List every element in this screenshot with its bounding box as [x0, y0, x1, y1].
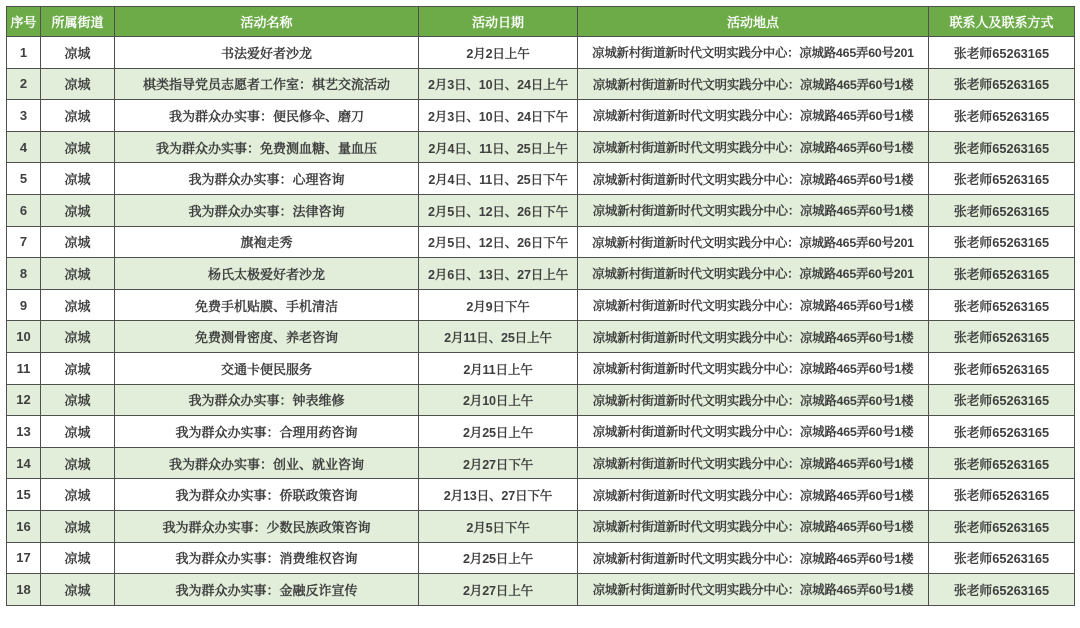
cell-date: 2月9日下午 — [419, 289, 578, 321]
cell-location: 凉城新村街道新时代文明实践分中心：凉城路465弄60号1楼 — [578, 100, 929, 132]
cell-activity-name: 我为群众办实事：便民修伞、磨刀 — [115, 100, 419, 132]
table-row — [7, 416, 1075, 448]
cell-location: 凉城新村街道新时代文明实践分中心：凉城路465弄60号1楼 — [578, 542, 929, 574]
cell-location: 凉城新村街道新时代文明实践分中心：凉城路465弄60号1楼 — [578, 68, 929, 100]
table-row — [7, 289, 1075, 321]
cell-contact: 张老师65263165 — [929, 321, 1075, 353]
cell-location: 凉城新村街道新时代文明实践分中心：凉城路465弄60号1楼 — [578, 447, 929, 479]
cell-seq: 8 — [7, 258, 41, 290]
cell-date: 2月5日、12日、26日下午 — [419, 194, 578, 226]
cell-contact: 张老师65263165 — [929, 100, 1075, 132]
cell-street: 凉城 — [41, 194, 115, 226]
cell-activity-name: 交通卡便民服务 — [115, 352, 419, 384]
cell-seq: 5 — [7, 163, 41, 195]
cell-date: 2月10日上午 — [419, 384, 578, 416]
header-row — [7, 7, 1075, 37]
cell-seq: 10 — [7, 321, 41, 353]
cell-seq: 4 — [7, 131, 41, 163]
cell-street: 凉城 — [41, 479, 115, 511]
cell-seq: 13 — [7, 416, 41, 448]
cell-activity-name: 我为群众办实事：钟表维修 — [115, 384, 419, 416]
table-row — [7, 479, 1075, 511]
table-row — [7, 510, 1075, 542]
cell-location: 凉城新村街道新时代文明实践分中心：凉城路465弄60号201 — [578, 37, 929, 69]
cell-location: 凉城新村街道新时代文明实践分中心：凉城路465弄60号1楼 — [578, 352, 929, 384]
cell-activity-name: 我为群众办实事：法律咨询 — [115, 194, 419, 226]
cell-location: 凉城新村街道新时代文明实践分中心：凉城路465弄60号1楼 — [578, 479, 929, 511]
cell-street: 凉城 — [41, 131, 115, 163]
cell-activity-name: 我为群众办实事：侨联政策咨询 — [115, 479, 419, 511]
cell-contact: 张老师65263165 — [929, 447, 1075, 479]
cell-date: 2月25日上午 — [419, 542, 578, 574]
cell-activity-name: 杨氏太极爱好者沙龙 — [115, 258, 419, 290]
cell-contact: 张老师65263165 — [929, 479, 1075, 511]
cell-date: 2月11日上午 — [419, 352, 578, 384]
cell-seq: 17 — [7, 542, 41, 574]
cell-location: 凉城新村街道新时代文明实践分中心：凉城路465弄60号1楼 — [578, 163, 929, 195]
cell-date: 2月5日、12日、26日下午 — [419, 226, 578, 258]
activity-schedule-table — [6, 6, 1075, 606]
cell-street: 凉城 — [41, 37, 115, 69]
cell-activity-name: 书法爱好者沙龙 — [115, 37, 419, 69]
cell-location: 凉城新村街道新时代文明实践分中心：凉城路465弄60号1楼 — [578, 321, 929, 353]
table-row — [7, 100, 1075, 132]
cell-date: 2月27日下午 — [419, 447, 578, 479]
cell-location: 凉城新村街道新时代文明实践分中心：凉城路465弄60号1楼 — [578, 510, 929, 542]
cell-activity-name: 棋类指导党员志愿者工作室：棋艺交流活动 — [115, 68, 419, 100]
table-row — [7, 163, 1075, 195]
cell-contact: 张老师65263165 — [929, 131, 1075, 163]
cell-street: 凉城 — [41, 289, 115, 321]
table-row — [7, 447, 1075, 479]
table-row — [7, 384, 1075, 416]
cell-contact: 张老师65263165 — [929, 542, 1075, 574]
cell-street: 凉城 — [41, 447, 115, 479]
cell-location: 凉城新村街道新时代文明实践分中心：凉城路465弄60号1楼 — [578, 416, 929, 448]
table-row — [7, 194, 1075, 226]
cell-street: 凉城 — [41, 574, 115, 606]
header-contact: 联系人及联系方式 — [929, 7, 1075, 37]
header-activity-name: 活动名称 — [115, 7, 419, 37]
cell-date: 2月13日、27日下午 — [419, 479, 578, 511]
cell-seq: 1 — [7, 37, 41, 69]
cell-date: 2月27日上午 — [419, 574, 578, 606]
cell-seq: 7 — [7, 226, 41, 258]
cell-street: 凉城 — [41, 68, 115, 100]
cell-location: 凉城新村街道新时代文明实践分中心：凉城路465弄60号1楼 — [578, 131, 929, 163]
cell-contact: 张老师65263165 — [929, 163, 1075, 195]
cell-date: 2月3日、10日、24日上午 — [419, 68, 578, 100]
cell-date: 2月6日、13日、27日上午 — [419, 258, 578, 290]
header-location: 活动地点 — [578, 7, 929, 37]
cell-activity-name: 我为群众办实事：合理用药咨询 — [115, 416, 419, 448]
table-row — [7, 574, 1075, 606]
cell-contact: 张老师65263165 — [929, 574, 1075, 606]
cell-contact: 张老师65263165 — [929, 68, 1075, 100]
cell-contact: 张老师65263165 — [929, 289, 1075, 321]
cell-street: 凉城 — [41, 226, 115, 258]
table-row — [7, 131, 1075, 163]
table-row — [7, 321, 1075, 353]
cell-seq: 11 — [7, 352, 41, 384]
cell-date: 2月11日、25日上午 — [419, 321, 578, 353]
table-row — [7, 37, 1075, 69]
cell-contact: 张老师65263165 — [929, 416, 1075, 448]
cell-seq: 15 — [7, 479, 41, 511]
cell-location: 凉城新村街道新时代文明实践分中心：凉城路465弄60号201 — [578, 226, 929, 258]
cell-street: 凉城 — [41, 100, 115, 132]
cell-location: 凉城新村街道新时代文明实践分中心：凉城路465弄60号1楼 — [578, 194, 929, 226]
cell-contact: 张老师65263165 — [929, 510, 1075, 542]
table-row — [7, 226, 1075, 258]
cell-date: 2月25日上午 — [419, 416, 578, 448]
cell-contact: 张老师65263165 — [929, 258, 1075, 290]
cell-seq: 18 — [7, 574, 41, 606]
cell-activity-name: 我为群众办实事：金融反诈宣传 — [115, 574, 419, 606]
cell-date: 2月5日下午 — [419, 510, 578, 542]
table-row — [7, 258, 1075, 290]
cell-seq: 16 — [7, 510, 41, 542]
cell-activity-name: 我为群众办实事：少数民族政策咨询 — [115, 510, 419, 542]
cell-seq: 9 — [7, 289, 41, 321]
cell-location: 凉城新村街道新时代文明实践分中心：凉城路465弄60号1楼 — [578, 289, 929, 321]
cell-activity-name: 我为群众办实事：创业、就业咨询 — [115, 447, 419, 479]
cell-date: 2月4日、11日、25日下午 — [419, 163, 578, 195]
cell-seq: 6 — [7, 194, 41, 226]
cell-seq: 2 — [7, 68, 41, 100]
cell-street: 凉城 — [41, 163, 115, 195]
cell-activity-name: 我为群众办实事：免费测血糖、量血压 — [115, 131, 419, 163]
cell-street: 凉城 — [41, 258, 115, 290]
cell-activity-name: 旗袍走秀 — [115, 226, 419, 258]
header-seq: 序号 — [7, 7, 41, 37]
table-row — [7, 352, 1075, 384]
cell-contact: 张老师65263165 — [929, 384, 1075, 416]
cell-date: 2月3日、10日、24日下午 — [419, 100, 578, 132]
cell-date: 2月2日上午 — [419, 37, 578, 69]
cell-street: 凉城 — [41, 542, 115, 574]
cell-location: 凉城新村街道新时代文明实践分中心：凉城路465弄60号1楼 — [578, 574, 929, 606]
header-date: 活动日期 — [419, 7, 578, 37]
cell-contact: 张老师65263165 — [929, 352, 1075, 384]
cell-seq: 14 — [7, 447, 41, 479]
cell-street: 凉城 — [41, 510, 115, 542]
table-row — [7, 68, 1075, 100]
cell-location: 凉城新村街道新时代文明实践分中心：凉城路465弄60号201 — [578, 258, 929, 290]
cell-street: 凉城 — [41, 321, 115, 353]
cell-activity-name: 免费测骨密度、养老咨询 — [115, 321, 419, 353]
cell-seq: 3 — [7, 100, 41, 132]
cell-contact: 张老师65263165 — [929, 194, 1075, 226]
cell-location: 凉城新村街道新时代文明实践分中心：凉城路465弄60号1楼 — [578, 384, 929, 416]
cell-seq: 12 — [7, 384, 41, 416]
cell-activity-name: 免费手机贴膜、手机清洁 — [115, 289, 419, 321]
header-street: 所属街道 — [41, 7, 115, 37]
cell-activity-name: 我为群众办实事：心理咨询 — [115, 163, 419, 195]
cell-contact: 张老师65263165 — [929, 226, 1075, 258]
table-row — [7, 542, 1075, 574]
cell-street: 凉城 — [41, 384, 115, 416]
cell-activity-name: 我为群众办实事：消费维权咨询 — [115, 542, 419, 574]
cell-street: 凉城 — [41, 416, 115, 448]
cell-contact: 张老师65263165 — [929, 37, 1075, 69]
cell-date: 2月4日、11日、25日上午 — [419, 131, 578, 163]
cell-street: 凉城 — [41, 352, 115, 384]
